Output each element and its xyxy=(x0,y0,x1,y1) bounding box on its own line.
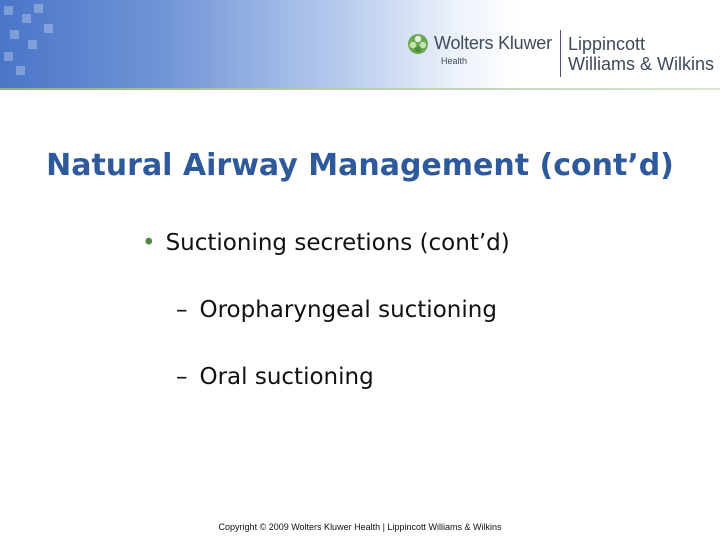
bullet-item xyxy=(142,230,510,256)
brand-divider xyxy=(560,30,561,77)
bullet-text: Suctioning secretions (cont’d) xyxy=(165,230,510,256)
publisher-name xyxy=(568,34,714,74)
publisher-line-2: Williams & Wilkins xyxy=(568,54,714,74)
publisher-line-1: Lippincott xyxy=(568,34,646,54)
header-mosaic-decoration xyxy=(0,0,60,88)
slide-title: Natural Airway Management (cont’d) xyxy=(46,148,674,183)
header-divider-rule xyxy=(0,88,720,90)
sub-bullet-item xyxy=(176,297,497,323)
wolters-kluwer-logo-icon xyxy=(407,33,429,55)
sub-bullet-text: Oropharyngeal suctioning xyxy=(199,297,497,323)
brand-subtitle: Health xyxy=(441,56,468,66)
sub-bullet-text: Oral suctioning xyxy=(199,364,374,390)
sub-bullet-item xyxy=(176,364,374,390)
brand-name: Wolters Kluwer xyxy=(434,33,552,53)
sub-bullet-marker: – xyxy=(176,364,188,390)
bullet-marker: • xyxy=(142,230,156,256)
copyright-footer: Copyright © 2009 Wolters Kluwer Health | Lippincott Williams & Wilkins xyxy=(218,522,502,532)
sub-bullet-marker: – xyxy=(176,297,188,323)
